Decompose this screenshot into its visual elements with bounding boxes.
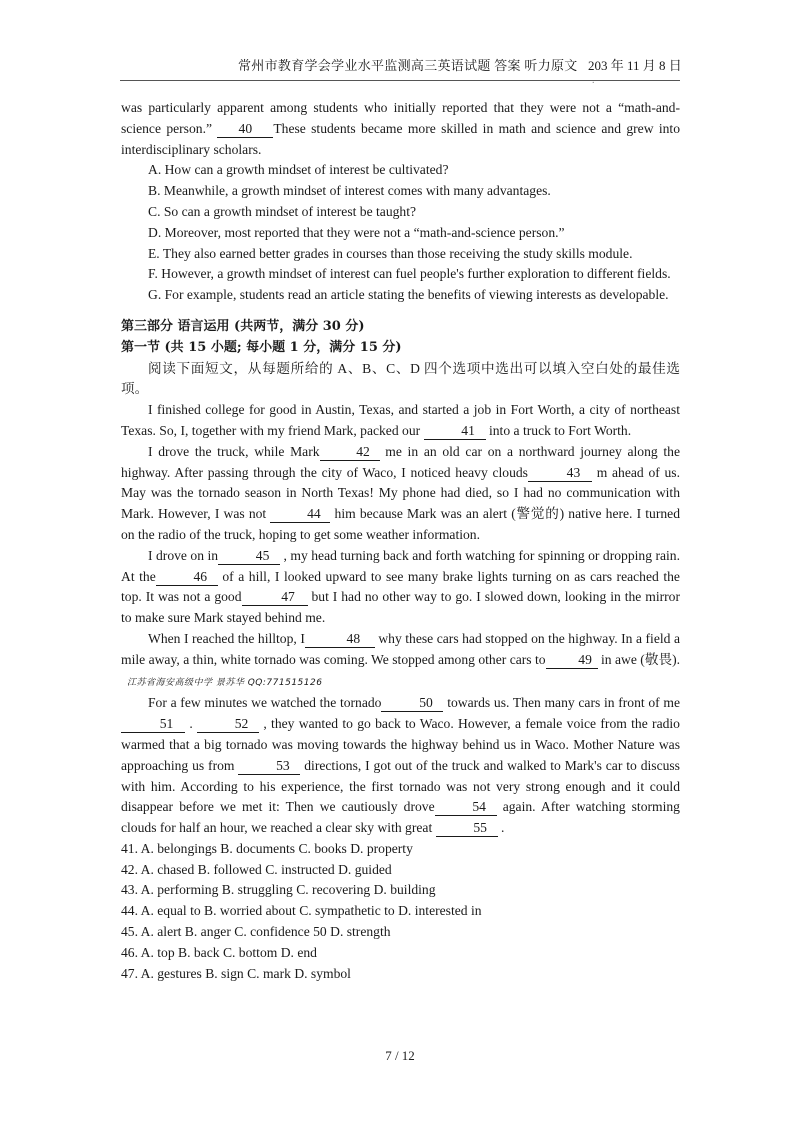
choice-47: 47. A. gestures B. sign C. mark D. symbol <box>121 965 351 981</box>
cloze-text: I finished college for good in Austin, Texas, and started a job in Fort Worth, a city of northeast Texas. So, I, together with my friend Mark, packed our <box>121 402 680 438</box>
header-title: 常州市教育学会学业水平监测高三英语试题 答案 听力原文 <box>238 58 578 73</box>
blank-52: 52 <box>197 715 259 733</box>
blank-55: 55 <box>436 819 498 837</box>
cloze-text: me in an old car on a northward journey along the highway. After passing through the city of Waco, I noticed heavy clouds <box>121 443 680 480</box>
cloze-paragraph-2 <box>121 442 680 546</box>
cloze-text: again. After watching storming clouds for half an hour, we reached a clear sky with great <box>121 799 680 836</box>
header-rule <box>120 80 680 81</box>
cloze-text: , they wanted to go back to Waco. However, a female voice from the radio warmed that a big tornado was moving towards the highway behind us in Waco. Mother Nature was approaching us from <box>121 716 680 773</box>
cloze-text: . <box>501 820 505 836</box>
passage-end <box>121 98 680 160</box>
option-a: A. How can a growth mindset of interest be cultivated? <box>148 162 449 178</box>
blank-43: 43 <box>528 464 592 482</box>
passage-text: was particularly apparent among students who initially reported that they were not a “math-and-science person.” <box>121 100 680 136</box>
choice-42: 42. A. chased B. followed C. instructed D. guided <box>121 861 392 877</box>
cloze-text: directions, I got out of the truck and walked to Mark's car to discuss with him. According to his experience, the first tornado was not very strong enough and it could disappear before we met it: Then we cautiously drove <box>121 757 680 815</box>
cloze-paragraph-3 <box>121 546 680 629</box>
option-c: C. So can a growth mindset of interest be taught? <box>148 203 417 219</box>
cloze-text: For a few minutes we watched the tornado <box>148 695 382 711</box>
option-d: D. Moreover, most reported that they were not a “math-and-science person.” <box>148 224 565 240</box>
choice-41: 41. A. belongings B. documents C. books D. property <box>121 840 413 856</box>
blank-47: 47 <box>242 588 308 606</box>
cloze-paragraph-1 <box>121 400 680 442</box>
choice-46: 46. A. top B. back C. bottom D. end <box>121 944 317 960</box>
option-f: F. However, a growth mindset of interest can fuel people's further exploration to different fields. <box>148 266 671 282</box>
cloze-text: him because Mark was an alert (警觉的) native here. I turned on the radio of the truck, hoping to get some weather information. <box>121 506 681 542</box>
blank-42: 42 <box>320 443 380 461</box>
contributor-note: 江苏省海安高级中学 景苏华 QQ:771515126 <box>127 677 323 688</box>
choice-43: 43. A. performing B. struggling C. recovering D. building <box>121 882 436 898</box>
cloze-text: why these cars had stopped on the highway. In a field a mile away, a thin, white tornado was coming. We stopped among other cars to <box>121 630 680 667</box>
cloze-text: into a truck to Fort Worth. <box>488 422 632 438</box>
section3-heading: 第三部分 语言运用 (共两节，满分 30 分) <box>121 318 365 334</box>
blank-44: 44 <box>270 505 330 523</box>
option-g: G. For example, students read an article stating the benefits of viewing interests as developable. <box>148 287 669 303</box>
option-b: B. Meanwhile, a growth mindset of interest comes with many advantages. <box>148 183 551 199</box>
choice-45: 45. A. alert B. anger C. confidence 50 D. strength <box>121 924 391 940</box>
passage-text: These students became more skilled in math and science and grew into interdisciplinary scholars. <box>121 120 680 157</box>
choice-44: 44. A. equal to B. worried about C. sympathetic to D. interested in <box>121 903 482 919</box>
page-header <box>0 55 800 86</box>
blank-40: 40 <box>217 120 273 138</box>
blank-50: 50 <box>381 694 443 712</box>
cloze-text: but I had no other way to go. I slowed down, looking in the mirror to make sure Mark stayed behind me. <box>121 589 680 626</box>
cloze-text: I drove on in <box>148 547 219 563</box>
header-date: 203 年 11 月 8 日 <box>588 58 682 73</box>
blank-54: 54 <box>435 798 497 816</box>
blank-51: 51 <box>121 715 185 733</box>
cloze-paragraph-5 <box>121 693 680 839</box>
cloze-text: of a hill, I looked upward to see many brake lights turning on as cars reached the top. It was not a good <box>121 568 680 605</box>
cloze-text: m ahead of us. May was the tornado season in North Texas! My phone had died, so I had no communication with Mark. However, I was not <box>121 464 680 522</box>
blank-53: 53 <box>238 757 300 775</box>
cloze-text: in awe (敬畏). <box>601 651 680 667</box>
blank-45: 45 <box>218 547 280 565</box>
header-dot: . <box>592 75 595 86</box>
section3-instruction: 阅读下面短文，从每题所给的 A、B、C、D 四个选项中选出可以填入空白处的最佳选项。 <box>121 360 680 397</box>
blank-46: 46 <box>156 568 218 586</box>
section3-subheading: 第一节 (共 15 小题; 每小题 1 分，满分 15 分) <box>121 339 402 355</box>
cloze-text: towards us. Then many cars in front of me <box>447 695 680 711</box>
cloze-text: I drove the truck, while Mark <box>148 443 320 459</box>
blank-48: 48 <box>305 630 375 648</box>
option-e: E. They also earned better grades in courses than those receiving the study skills module. <box>148 245 633 261</box>
blank-41: 41 <box>424 422 486 440</box>
page-content <box>121 98 680 984</box>
cloze-paragraph-4 <box>121 629 680 693</box>
blank-49: 49 <box>546 651 598 669</box>
cloze-text: . <box>189 716 193 732</box>
cloze-text: , my head turning back and forth watching for spinning or dropping rain. At the <box>121 547 681 584</box>
cloze-text: When I reached the hilltop, I <box>148 630 305 646</box>
page-number: 7 / 12 <box>385 1048 415 1063</box>
